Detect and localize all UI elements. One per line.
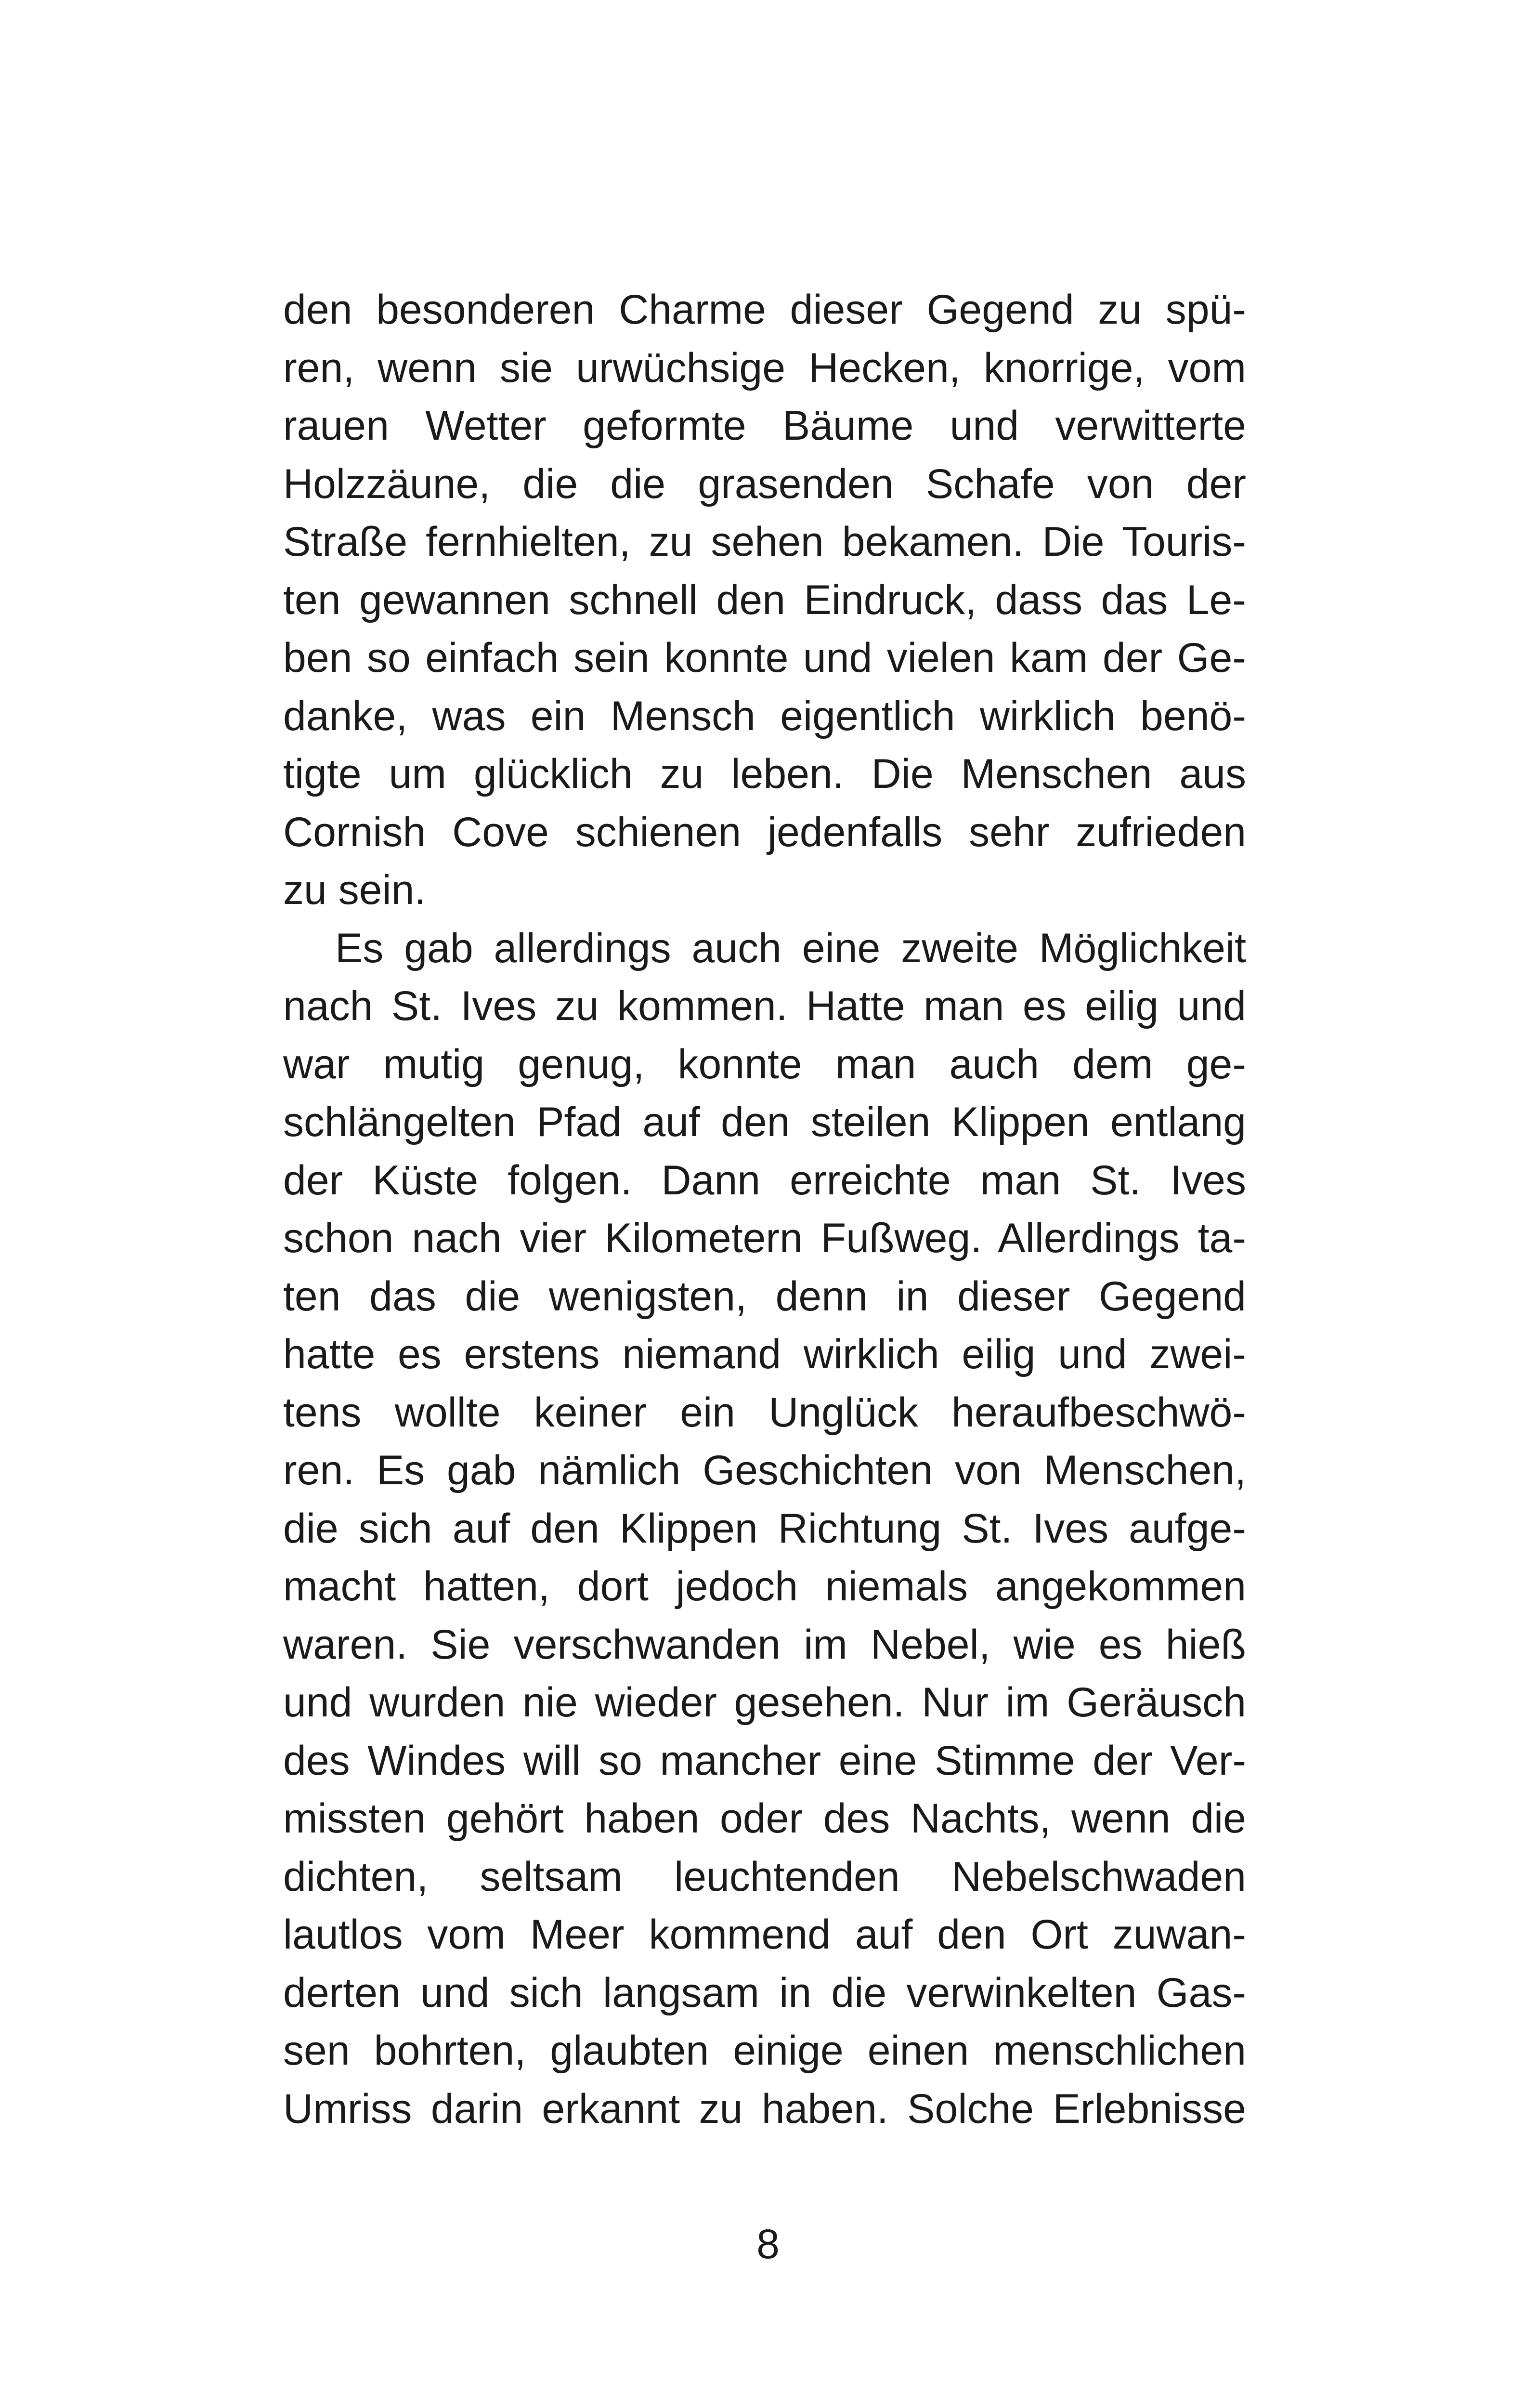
text-line: sen bohrten, glaubten einige einen menschlichen: [283, 2028, 1246, 2074]
body-text: [283, 281, 1246, 2138]
text-line: Straße fernhielten, zu sehen bekamen. Die Touris-: [283, 519, 1246, 565]
text-line: rauen Wetter geformte Bäume und verwitterte: [283, 403, 1246, 449]
text-line: nach St. Ives zu kommen. Hatte man es eilig und: [283, 983, 1246, 1029]
text-line: ten gewannen schnell den Eindruck, dass das Le-: [283, 576, 1246, 623]
text-line: die sich auf den Klippen Richtung St. Ives aufge-: [283, 1505, 1246, 1552]
text-line: ren, wenn sie urwüchsige Hecken, knorrige, vom: [283, 344, 1246, 391]
text-line: und wurden nie wieder gesehen. Nur im Geräusch: [283, 1679, 1246, 1726]
text-line: tens wollte keiner ein Unglück heraufbeschwö-: [283, 1389, 1246, 1436]
text-line: zu sein.: [283, 867, 426, 913]
text-line: tigte um glücklich zu leben. Die Menschen aus: [283, 751, 1246, 797]
text-line: ten das die wenigsten, denn in dieser Gegend: [283, 1273, 1246, 1320]
text-line: der Küste folgen. Dann erreichte man St. Ives: [283, 1157, 1246, 1204]
text-line: dichten, seltsam leuchtenden Nebelschwaden: [283, 1853, 1246, 1900]
text-line: Es gab allerdings auch eine zweite Möglichkeit: [335, 925, 1246, 971]
text-line: schon nach vier Kilometern Fußweg. Allerdings ta-: [283, 1215, 1246, 1261]
text-line: Cornish Cove schienen jedenfalls sehr zufrieden: [283, 809, 1246, 855]
text-line: derten und sich langsam in die verwinkelten Gas-: [283, 1969, 1246, 2016]
text-line: Umriss darin erkannt zu haben. Solche Erlebnisse: [283, 2085, 1246, 2132]
text-line: danke, was ein Mensch eigentlich wirklich benö-: [283, 693, 1246, 739]
text-line: missten gehört haben oder des Nachts, wenn die: [283, 1795, 1246, 1842]
text-line: war mutig genug, konnte man auch dem ge-: [283, 1041, 1246, 1087]
text-line: ren. Es gab nämlich Geschichten von Menschen,: [283, 1447, 1246, 1493]
text-line: des Windes will so mancher eine Stimme der Ver-: [283, 1737, 1246, 1784]
text-line: macht hatten, dort jedoch niemals angekommen: [283, 1563, 1246, 1610]
text-line: lautlos vom Meer kommend auf den Ort zuwan-: [283, 1911, 1246, 1958]
text-line: waren. Sie verschwanden im Nebel, wie es hieß: [283, 1621, 1246, 1668]
text-line: Holzzäune, die die grasenden Schafe von der: [283, 460, 1246, 507]
text-line: hatte es erstens niemand wirklich eilig und zwei-: [283, 1331, 1246, 1377]
text-line: schlängelten Pfad auf den steilen Klippen entlang: [283, 1099, 1246, 1145]
text-line: ben so einfach sein konnte und vielen kam der Ge-: [283, 635, 1246, 681]
page-number: 8: [756, 2221, 780, 2267]
text-line: den besonderen Charme dieser Gegend zu spü-: [283, 287, 1246, 333]
